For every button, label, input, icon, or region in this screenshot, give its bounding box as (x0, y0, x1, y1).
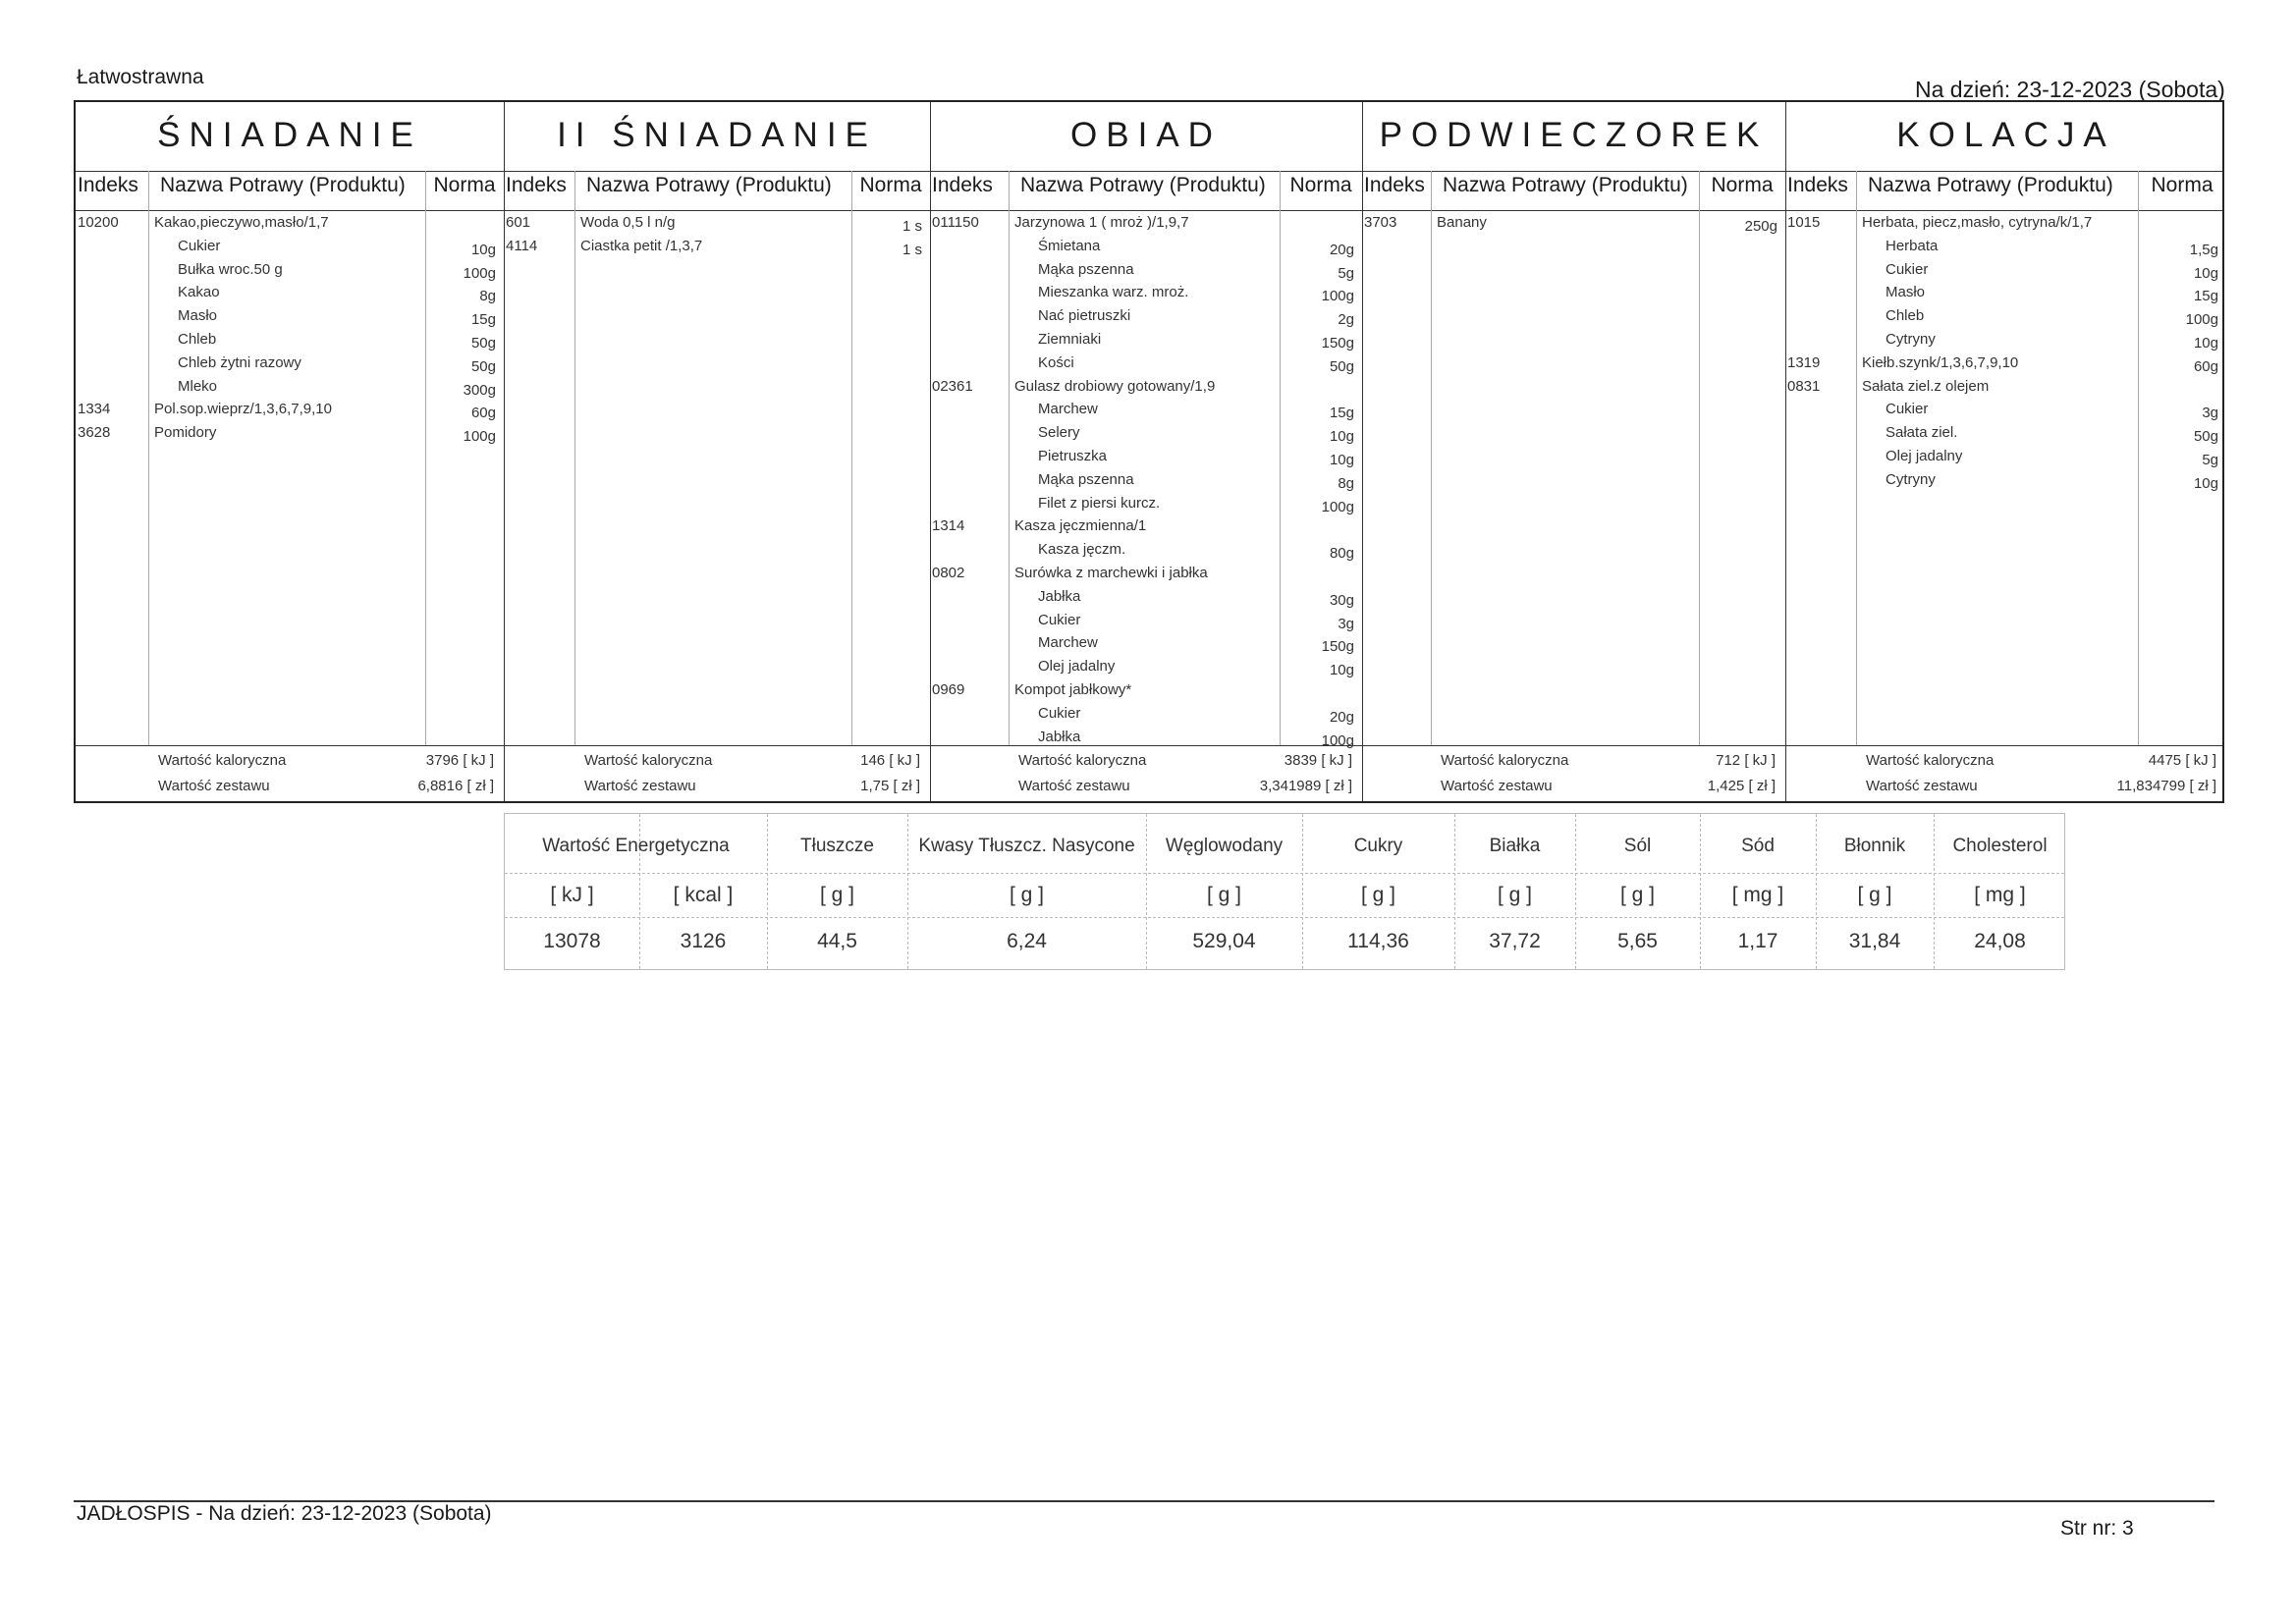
calorific-value-label: Wartość kaloryczna (1866, 752, 1995, 769)
nutrient-header: Sól (1623, 836, 1652, 856)
row-norm: 100g (1321, 498, 1354, 515)
nutrient-value: 6,24 (1007, 930, 1047, 952)
row-name: Chleb żytni razowy (178, 353, 301, 371)
set-cost-label: Wartość zestawu (584, 778, 696, 794)
row-norm: 10g (1329, 452, 1354, 468)
section-divider (504, 102, 505, 801)
row-norm: 60g (470, 405, 496, 422)
row-norm: 1 s (902, 218, 922, 235)
row-index: 0802 (932, 565, 965, 581)
meal-title: KOLACJA (1896, 116, 2115, 154)
row-name: Banany (1437, 214, 1487, 231)
row-name: Chleb (1886, 307, 1925, 325)
row-name: Cukier (178, 237, 221, 254)
calorific-value: 4475 [ kJ ] (2148, 752, 2216, 769)
row-index: 1314 (932, 517, 965, 535)
nutrient-unit: [ g ] (819, 884, 855, 906)
nutrient-unit: [ mg ] (1974, 884, 2026, 906)
row-norm: 15g (1329, 405, 1354, 422)
row-norm: 50g (470, 335, 496, 352)
row-norm: 100g (1321, 288, 1354, 305)
row-name: Herbata, piecz,masło, cytryna/k/1,7 (1862, 214, 2093, 231)
nutrient-value: 5,65 (1617, 930, 1658, 952)
nutrient-unit: [ g ] (1009, 884, 1045, 906)
nutrient-value: 13078 (543, 930, 601, 952)
row-norm: 8g (479, 288, 496, 305)
row-index: 3703 (1364, 214, 1397, 231)
row-norm: 1 s (902, 241, 922, 258)
column-divider (1431, 171, 1432, 745)
summary-divider (76, 745, 2222, 746)
row-index: 10200 (78, 214, 119, 231)
nutrient-unit: [ kcal ] (673, 884, 734, 906)
column-divider (148, 171, 149, 745)
row-name: Selery (1038, 424, 1080, 442)
row-name: Pietruszka (1038, 448, 1108, 464)
column-header-name: Nazwa Potrawy (Produktu) (1443, 174, 1688, 196)
row-norm: 60g (2193, 357, 2218, 375)
row-norm: 5g (2202, 452, 2218, 468)
menu-table (74, 100, 2224, 803)
row-name: Marchew (1038, 401, 1098, 418)
row-norm: 100g (463, 428, 496, 446)
row-name: Woda 0,5 l n/g (580, 214, 676, 231)
set-cost-label: Wartość zestawu (1018, 778, 1130, 794)
nutrient-header: Błonnik (1843, 836, 1906, 856)
row-index: 0831 (1787, 377, 1821, 395)
row-name: Masło (178, 307, 218, 325)
footer-title: JADŁOSPIS - Na dzień: 23-12-2023 (Sobota) (77, 1502, 492, 1525)
row-name: Ciastka petit /1,3,7 (580, 237, 703, 254)
calorific-value-label: Wartość kaloryczna (1018, 752, 1147, 769)
row-name: Śmietana (1038, 237, 1101, 254)
row-name: Jarzynowa 1 ( mroż )/1,9,7 (1014, 214, 1189, 231)
row-name: Cytryny (1886, 470, 1936, 488)
column-header-norm: Norma (1711, 174, 1774, 196)
page-number: Str nr: 3 (2060, 1517, 2134, 1540)
row-norm: 2g (1338, 311, 1354, 329)
meal-title: ŚNIADANIE (157, 116, 422, 154)
column-header-norm: Norma (1289, 174, 1352, 196)
section-divider (1785, 102, 1786, 801)
row-norm: 3g (2202, 405, 2218, 422)
set-cost-label: Wartość zestawu (1441, 778, 1553, 794)
nutrient-header: Cholesterol (1952, 836, 2048, 856)
row-norm: 10g (1329, 428, 1354, 446)
row-norm: 10g (2193, 474, 2218, 492)
row-name: Ziemniaki (1038, 331, 1102, 348)
row-name: Sałata ziel.z olejem (1862, 377, 1990, 395)
row-name: Masło (1886, 284, 1926, 301)
row-index: 601 (506, 214, 531, 231)
nutrient-unit: [ g ] (1206, 884, 1242, 906)
row-index: 011150 (932, 214, 979, 231)
row-name: Jabłka (1038, 587, 1081, 605)
calorific-value: 3839 [ kJ ] (1284, 752, 1352, 769)
row-name: Bułka wroc.50 g (178, 260, 283, 278)
row-norm: 10g (2193, 264, 2218, 282)
nutrition-table (504, 813, 2065, 970)
row-name: Kości (1038, 353, 1074, 371)
column-header-norm: Norma (859, 174, 922, 196)
column-header-index: Indeks (1787, 174, 1848, 196)
set-cost-value: 3,341989 [ zł ] (1259, 778, 1352, 794)
nutrient-unit: [ kJ ] (550, 884, 594, 906)
column-header-index: Indeks (506, 174, 567, 196)
row-index: 02361 (932, 377, 973, 395)
row-norm: 80g (1329, 545, 1354, 563)
row-norm: 250g (1744, 218, 1777, 235)
column-header-name: Nazwa Potrawy (Produktu) (1020, 174, 1266, 196)
nutrient-value: 31,84 (1848, 930, 1901, 952)
row-name: Jabłka (1038, 728, 1081, 745)
row-norm: 1,5g (2189, 241, 2218, 258)
row-name: Kiełb.szynk/1,3,6,7,9,10 (1862, 353, 2019, 371)
row-index: 3628 (78, 424, 111, 442)
row-name: Cytryny (1886, 331, 1936, 348)
row-norm: 300g (463, 381, 496, 399)
row-name: Chleb (178, 331, 217, 348)
row-norm: 15g (470, 311, 496, 329)
nutrient-value: 37,72 (1489, 930, 1541, 952)
row-norm: 100g (463, 264, 496, 282)
nutrient-header: Węglowodany (1165, 836, 1284, 856)
section-divider (930, 102, 931, 801)
row-name: Mleko (178, 377, 218, 395)
column-header-name: Nazwa Potrawy (Produktu) (160, 174, 406, 196)
calorific-value-label: Wartość kaloryczna (584, 752, 713, 769)
column-header-name: Nazwa Potrawy (Produktu) (1868, 174, 2113, 196)
row-name: Cukier (1886, 401, 1929, 418)
column-divider (574, 171, 575, 745)
row-name: Cukier (1038, 704, 1081, 722)
nutrition-row-divider (505, 873, 2064, 874)
row-name: Olej jadalny (1038, 658, 1116, 676)
nutrient-header: Sód (1741, 836, 1775, 856)
nutrition-row-divider (505, 917, 2064, 918)
row-norm: 10g (1329, 662, 1354, 679)
nutrient-header: Cukry (1353, 836, 1403, 856)
row-norm: 3g (1338, 615, 1354, 632)
row-name: Mąka pszenna (1038, 260, 1134, 278)
nutrient-unit: [ g ] (1857, 884, 1892, 906)
nutrient-unit: [ mg ] (1731, 884, 1784, 906)
set-cost-label: Wartość zestawu (1866, 778, 1978, 794)
row-name: Cukier (1038, 611, 1081, 628)
row-norm: 5g (1338, 264, 1354, 282)
row-norm: 10g (2193, 335, 2218, 352)
row-name: Pomidory (154, 424, 217, 442)
set-cost-value: 1,425 [ zł ] (1707, 778, 1776, 794)
column-header-index: Indeks (78, 174, 138, 196)
nutrient-header: Kwasy Tłuszcz. Nasycone (918, 836, 1135, 856)
row-name: Surówka z marchewki i jabłka (1014, 565, 1208, 581)
column-header-index: Indeks (1364, 174, 1425, 196)
column-divider (1009, 171, 1010, 745)
calorific-value-label: Wartość kaloryczna (158, 752, 287, 769)
set-cost-value: 1,75 [ zł ] (860, 778, 920, 794)
row-norm: 15g (2193, 288, 2218, 305)
header-divider (76, 171, 2222, 172)
row-norm: 8g (1338, 474, 1354, 492)
row-name: Kompot jabłkowy* (1014, 681, 1132, 698)
nutrient-value: 3126 (680, 930, 727, 952)
set-cost-value: 11,834799 [ zł ] (2116, 778, 2216, 794)
row-norm: 150g (1321, 638, 1354, 656)
row-name: Kakao,pieczywo,masło/1,7 (154, 214, 329, 231)
row-name: Nać pietruszki (1038, 307, 1131, 325)
row-name: Mąka pszenna (1038, 470, 1134, 488)
row-index: 4114 (506, 237, 538, 254)
nutrient-value: 44,5 (817, 930, 857, 952)
row-norm: 10g (470, 241, 496, 258)
row-name: Marchew (1038, 634, 1098, 652)
nutrient-header: Białka (1489, 836, 1541, 856)
nutrient-value: 1,17 (1737, 930, 1778, 952)
row-norm: 20g (1329, 708, 1354, 726)
meal-title: OBIAD (1070, 116, 1222, 154)
nutrient-value: 114,36 (1347, 930, 1409, 952)
row-name: Herbata (1886, 237, 1939, 254)
nutrient-unit: [ g ] (1360, 884, 1396, 906)
nutrient-value: 24,08 (1974, 930, 2026, 952)
column-header-index: Indeks (932, 174, 993, 196)
row-norm: 50g (2193, 428, 2218, 446)
calorific-value-label: Wartość kaloryczna (1441, 752, 1569, 769)
row-name: Kasza jęczmienna/1 (1014, 517, 1147, 535)
set-cost-label: Wartość zestawu (158, 778, 270, 794)
row-name: Kasza jęczm. (1038, 541, 1126, 559)
row-name: Cukier (1886, 260, 1929, 278)
row-name: Mieszanka warz. mroż. (1038, 284, 1189, 301)
row-index: 1319 (1787, 353, 1821, 371)
column-header-divider (76, 210, 2222, 211)
row-norm: 50g (1329, 357, 1354, 375)
row-index: 1015 (1787, 214, 1821, 231)
nutrient-header: Wartość Energetyczna (542, 836, 730, 856)
row-name: Gulasz drobiowy gotowany/1,9 (1014, 377, 1216, 395)
row-name: Sałata ziel. (1886, 424, 1958, 442)
row-norm: 150g (1321, 335, 1354, 352)
diet-name: Łatwostrawna (77, 66, 204, 88)
meal-title: II ŚNIADANIE (557, 116, 877, 154)
row-name: Olej jadalny (1886, 448, 1963, 464)
calorific-value: 3796 [ kJ ] (425, 752, 494, 769)
row-index: 1334 (78, 401, 111, 418)
row-name: Pol.sop.wieprz/1,3,6,7,9,10 (154, 401, 332, 418)
menu-date: Na dzień: 23-12-2023 (Sobota) (1915, 77, 2225, 102)
nutrient-unit: [ g ] (1497, 884, 1533, 906)
row-norm: 100g (2185, 311, 2218, 329)
row-norm: 100g (1321, 731, 1354, 749)
nutrient-unit: [ g ] (1619, 884, 1656, 906)
row-norm: 20g (1329, 241, 1354, 258)
row-norm: 30g (1329, 591, 1354, 609)
row-norm: 50g (470, 357, 496, 375)
column-divider (1856, 171, 1857, 745)
section-divider (1362, 102, 1363, 801)
nutrient-header: Tłuszcze (800, 836, 874, 856)
nutrient-value: 529,04 (1192, 930, 1256, 952)
row-index: 0969 (932, 681, 965, 698)
column-header-name: Nazwa Potrawy (Produktu) (586, 174, 832, 196)
set-cost-value: 6,8816 [ zł ] (417, 778, 494, 794)
column-header-norm: Norma (2151, 174, 2214, 196)
meal-title: PODWIECZOREK (1379, 116, 1769, 154)
calorific-value: 146 [ kJ ] (860, 752, 920, 769)
row-name: Kakao (178, 284, 220, 301)
column-header-norm: Norma (433, 174, 496, 196)
column-divider (1699, 171, 1700, 745)
calorific-value: 712 [ kJ ] (1716, 752, 1776, 769)
row-name: Filet z piersi kurcz. (1038, 494, 1161, 512)
